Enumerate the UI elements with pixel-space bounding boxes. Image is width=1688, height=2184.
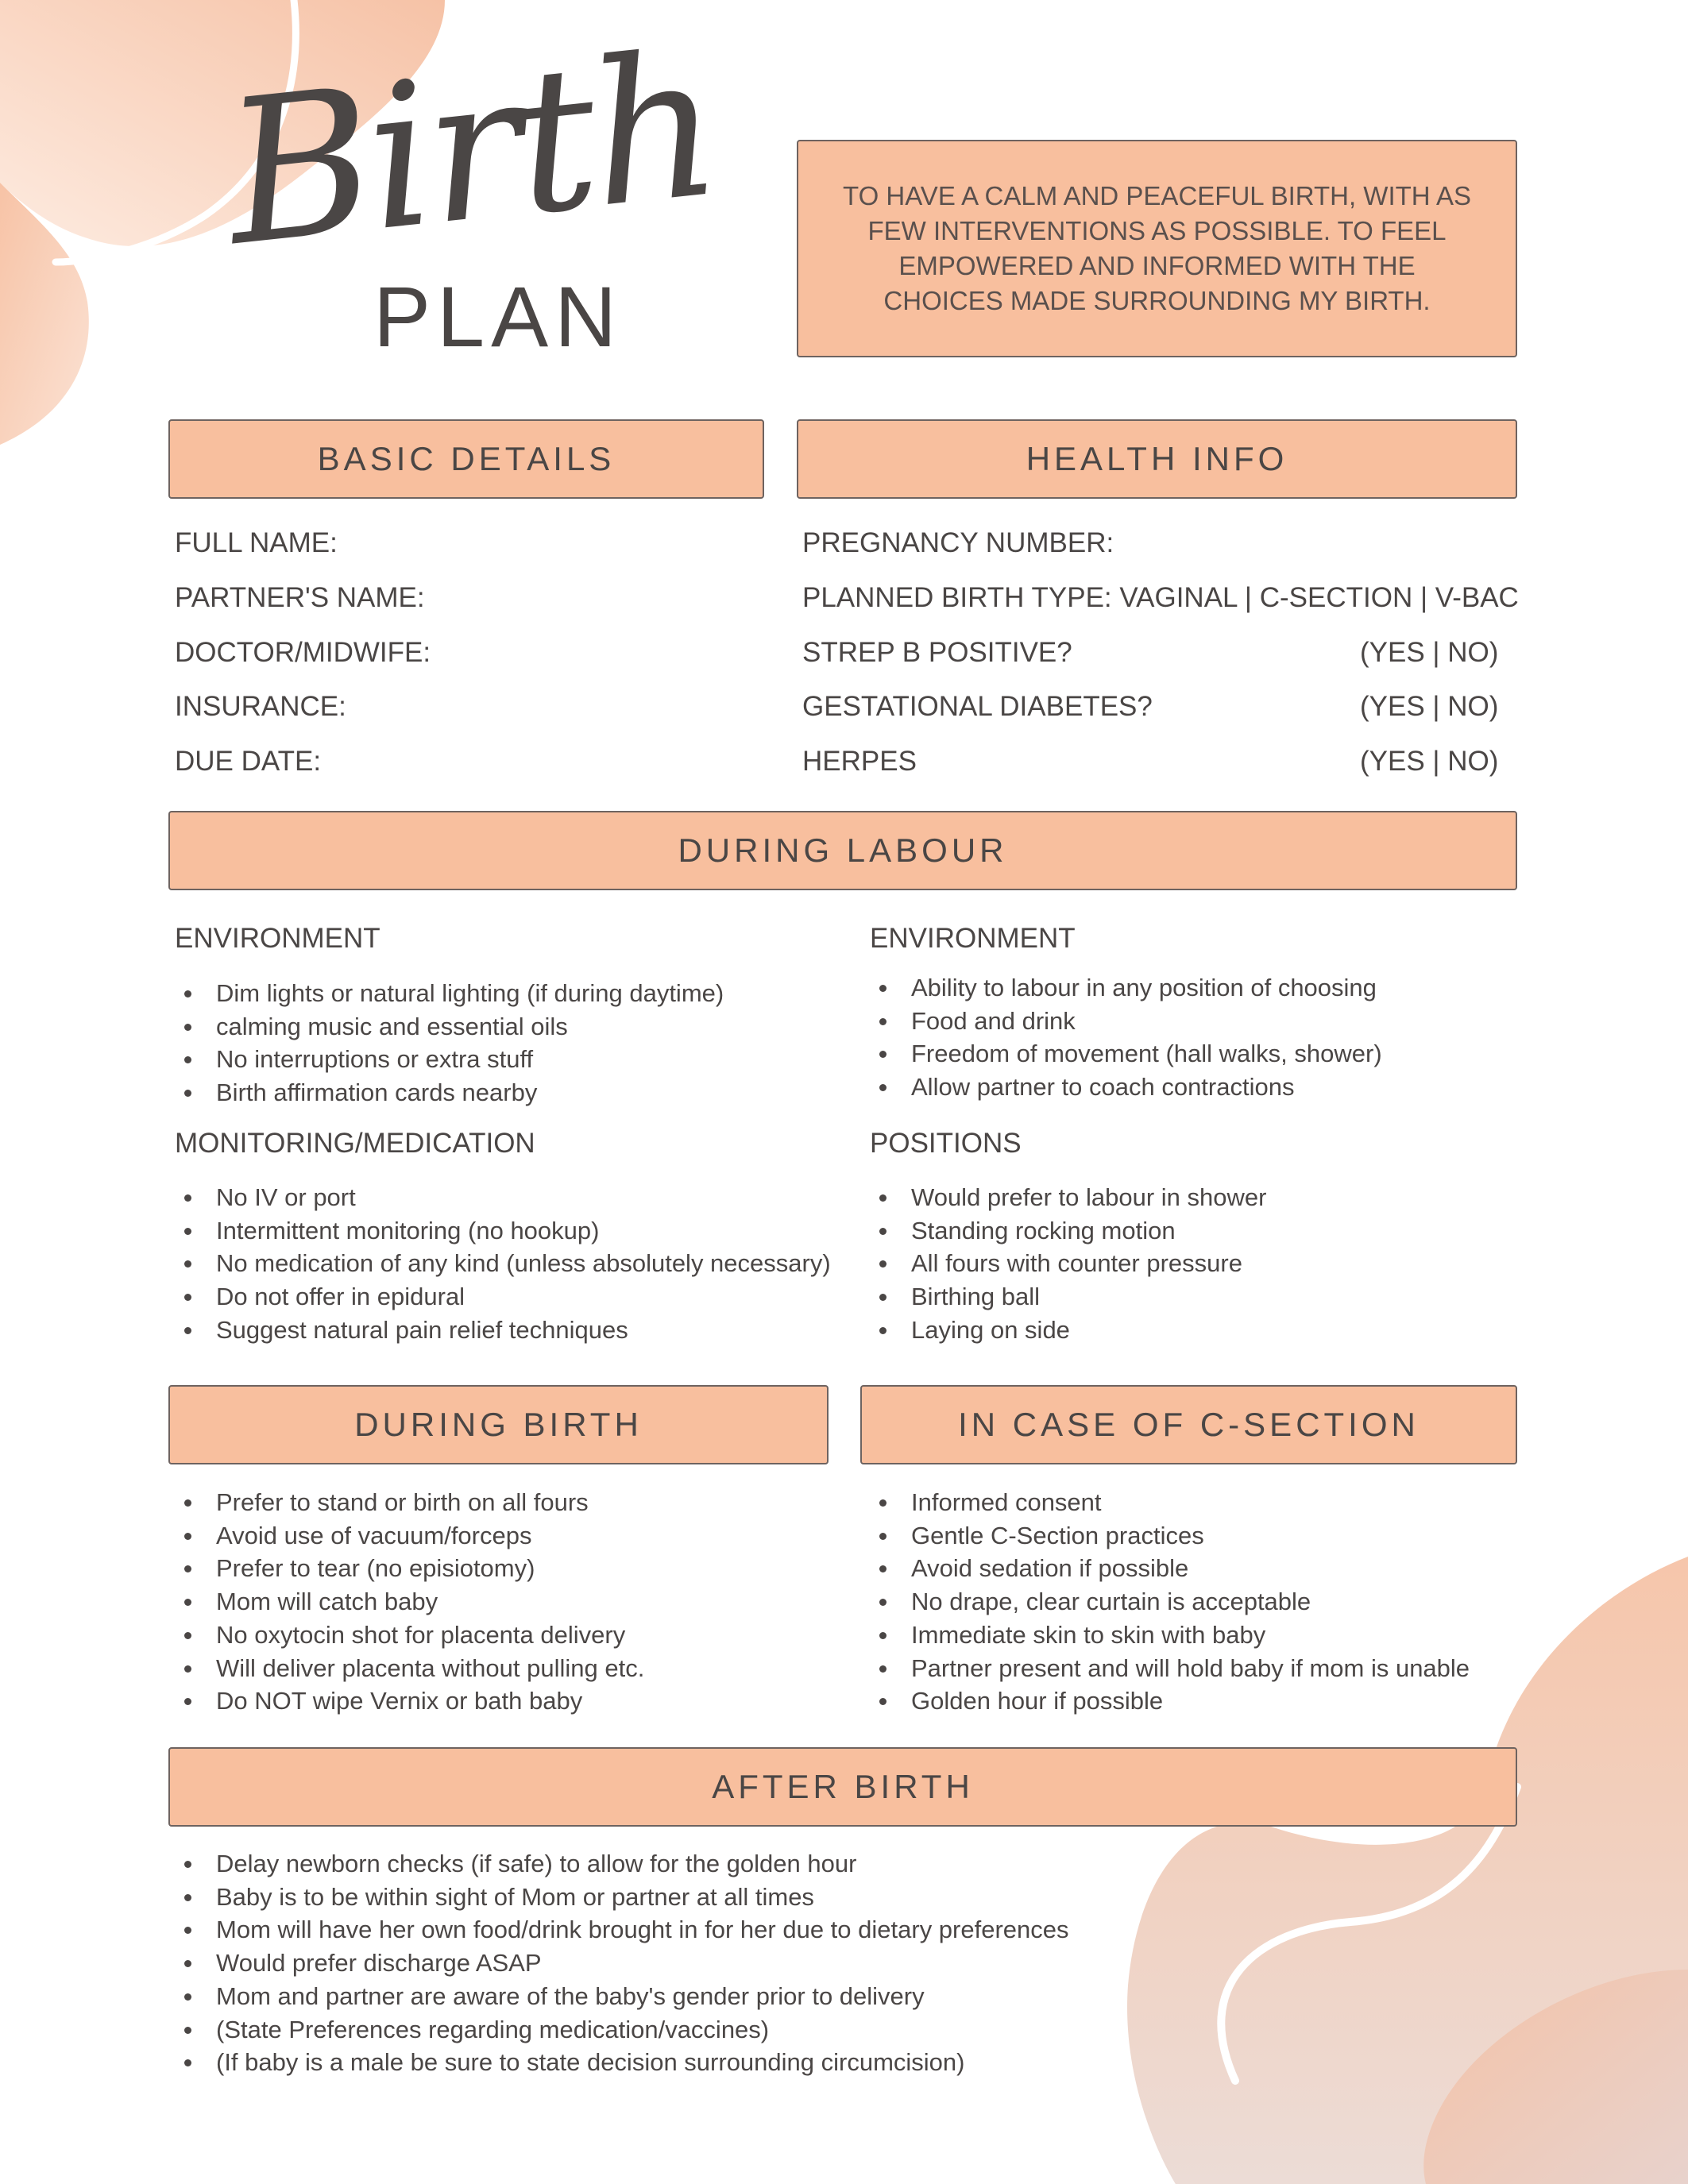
health-info-heading: HEALTH INFO [1026,440,1288,477]
monitoring-heading: MONITORING/MEDICATION [175,1128,535,1159]
list-item: calming music and essential oils [175,1010,724,1044]
list-item: (If baby is a male be sure to state decision surrounding circumcision) [175,2046,1069,2079]
during-labour-heading: DURING LABOUR [678,832,1008,869]
health-info-header [797,419,1517,499]
list-item: Food and drink [870,1005,1382,1038]
list-item: Would prefer to labour in shower [870,1181,1266,1214]
title-plan: PLAN [373,268,624,365]
field-due-date: DUE DATE: [175,746,322,777]
list-item: Informed consent [870,1486,1470,1519]
during-birth-header [168,1385,829,1464]
list-item: Birth affirmation cards nearby [175,1076,724,1109]
list-item: Would prefer discharge ASAP [175,1947,1069,1980]
during-birth-list [175,1486,644,1718]
list-item: Standing rocking motion [870,1214,1266,1248]
environment-left-list [175,977,724,1109]
list-item: All fours with counter pressure [870,1247,1266,1280]
list-item: Gentle C-Section practices [870,1519,1470,1553]
list-item: Suggest natural pain relief techniques [175,1314,831,1347]
list-item: Prefer to tear (no episiotomy) [175,1552,644,1585]
field-pregnancy-number: PREGNANCY NUMBER: [802,527,1114,558]
list-item: Allow partner to coach contractions [870,1071,1382,1104]
list-item: Birthing ball [870,1280,1266,1314]
list-item: Will deliver placenta without pulling etc. [175,1652,644,1685]
during-labour-header [168,811,1517,890]
basic-details-heading: BASIC DETAILS [317,440,616,477]
list-item: No oxytocin shot for placenta delivery [175,1619,644,1652]
list-item: Golden hour if possible [870,1684,1470,1718]
list-item: Mom will have her own food/drink brought in for her due to dietary preferences [175,1913,1069,1947]
environment-left-heading: ENVIRONMENT [175,923,380,954]
list-item: Baby is to be within sight of Mom or partner at all times [175,1881,1069,1914]
after-birth-heading: AFTER BIRTH [712,1768,974,1805]
list-item: (State Preferences regarding medication/vaccines) [175,2013,1069,2047]
list-item: Mom will catch baby [175,1585,644,1619]
list-item: Do NOT wipe Vernix or bath baby [175,1684,644,1718]
list-item: No interruptions or extra stuff [175,1043,724,1076]
list-item: Freedom of movement (hall walks, shower) [870,1037,1382,1071]
list-item: Prefer to stand or birth on all fours [175,1486,644,1519]
c-section-header [860,1385,1517,1464]
list-item: Avoid sedation if possible [870,1552,1470,1585]
herpes-options: (YES | NO) [1360,746,1499,777]
field-gestational-diabetes: GESTATIONAL DIABETES? [802,691,1153,722]
after-birth-list [175,1847,1069,2079]
list-item: No medication of any kind (unless absolutely necessary) [175,1247,831,1280]
positions-heading: POSITIONS [870,1128,1022,1159]
list-item: Avoid use of vacuum/forceps [175,1519,644,1553]
field-doctor-midwife: DOCTOR/MIDWIFE: [175,637,431,668]
list-item: Partner present and will hold baby if mom is unable [870,1652,1470,1685]
during-birth-heading: DURING BIRTH [354,1406,643,1443]
field-strep-b: STREP B POSITIVE? [802,637,1072,668]
strep-b-options: (YES | NO) [1360,637,1499,668]
field-herpes: HERPES [802,746,917,777]
environment-right-heading: ENVIRONMENT [870,923,1076,954]
list-item: Intermittent monitoring (no hookup) [175,1214,831,1248]
list-item: No IV or port [175,1181,831,1214]
goal-statement-text: TO HAVE A CALM AND PEACEFUL BIRTH, WITH AS FEW INTERVENTIONS AS POSSIBLE. TO FEEL EMPOWERED AND INFORMED WITH THE CHOICES MADE SURROUNDING MY BIRTH. [843,181,1471,315]
list-item: Dim lights or natural lighting (if during daytime) [175,977,724,1010]
field-planned-birth-type: PLANNED BIRTH TYPE: VAGINAL | C-SECTION | V-BAC [802,582,1519,613]
list-item: Ability to labour in any position of choosing [870,971,1382,1005]
list-item: Mom and partner are aware of the baby's gender prior to delivery [175,1980,1069,2013]
after-birth-header [168,1747,1517,1827]
environment-right-list [870,971,1382,1104]
c-section-heading: IN CASE OF C-SECTION [958,1406,1420,1443]
c-section-list [870,1486,1470,1718]
list-item: Laying on side [870,1314,1266,1347]
title-script: Birth [215,9,726,290]
field-full-name: FULL NAME: [175,527,338,558]
gestational-diabetes-options: (YES | NO) [1360,691,1499,722]
goal-statement-box [797,140,1517,357]
list-item: Delay newborn checks (if safe) to allow for the golden hour [175,1847,1069,1881]
positions-list [870,1181,1266,1347]
field-insurance: INSURANCE: [175,691,346,722]
list-item: Do not offer in epidural [175,1280,831,1314]
list-item: No drape, clear curtain is acceptable [870,1585,1470,1619]
monitoring-list [175,1181,831,1347]
basic-details-header [168,419,764,499]
list-item: Immediate skin to skin with baby [870,1619,1470,1652]
field-partner-name: PARTNER'S NAME: [175,582,425,613]
